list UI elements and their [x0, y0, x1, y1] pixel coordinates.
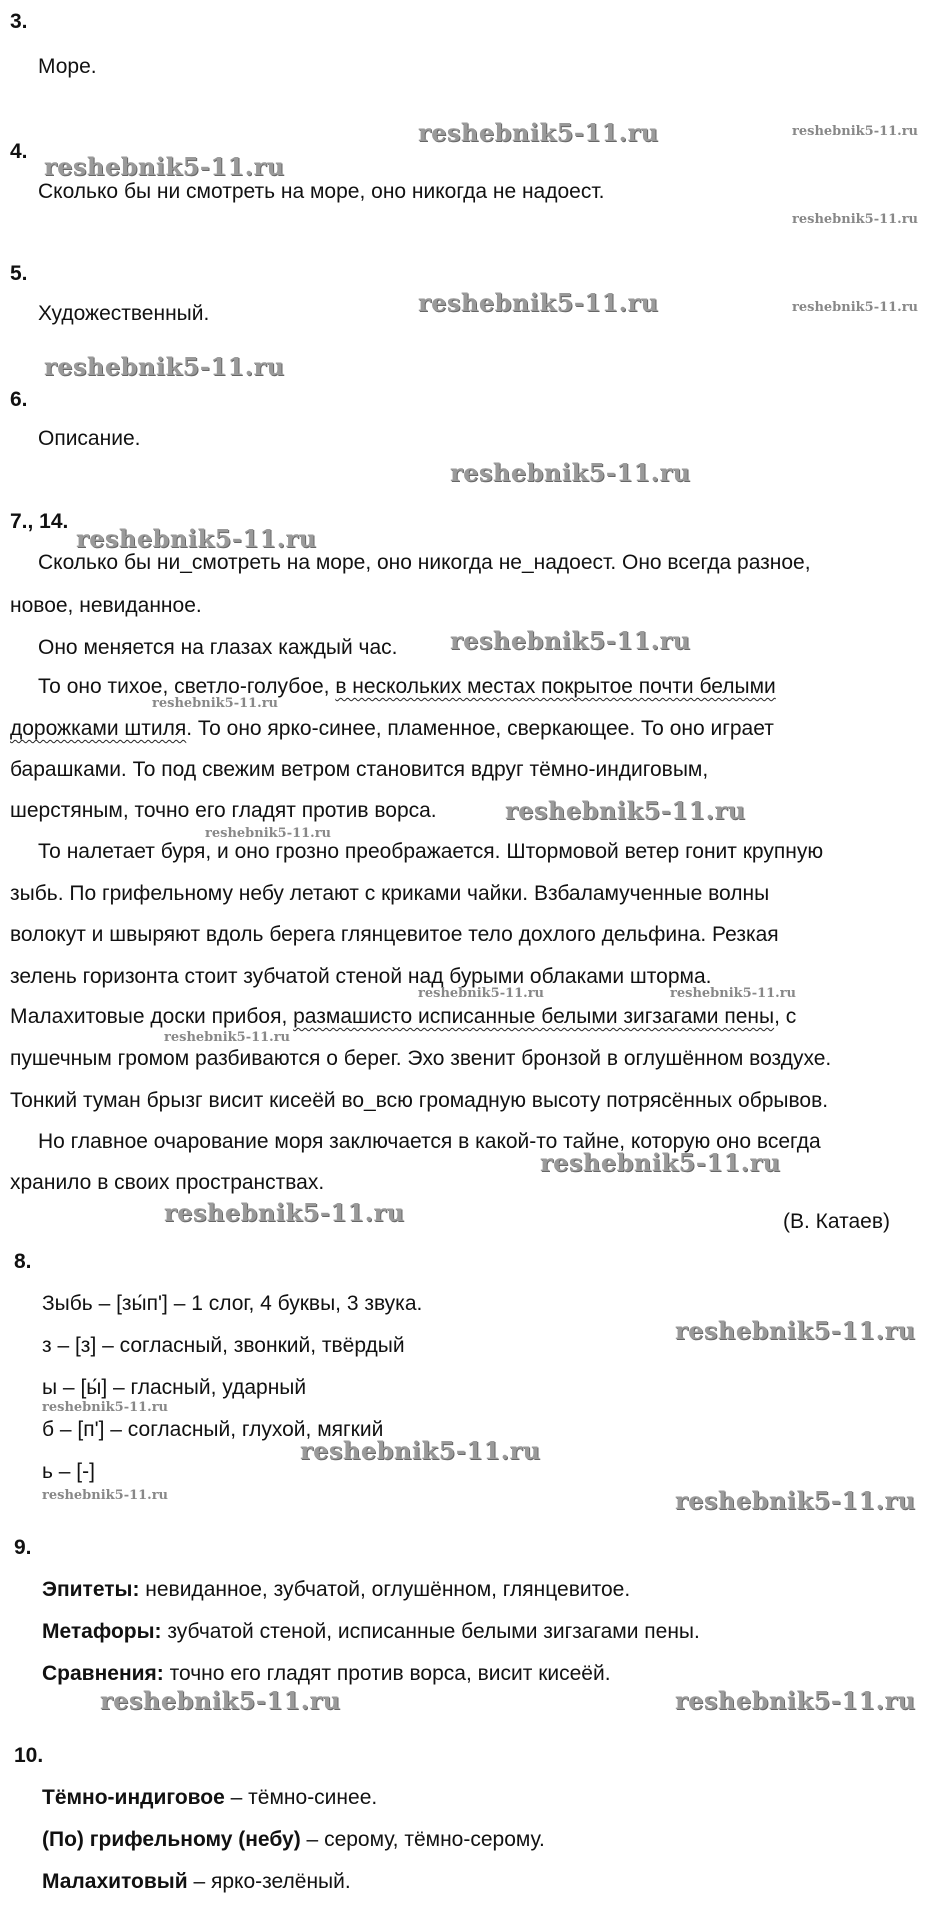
text-line: хранило в своих пространствах. — [10, 1171, 325, 1194]
watermark: reshebnik5-11.ru — [418, 288, 659, 317]
device-examples: зубчатой стеной, исписанные белыми зигзагами пены. — [161, 1620, 700, 1643]
phonetic-line: б – [п'] – согласный, глухой, мягкий — [42, 1418, 384, 1441]
watermark: reshebnik5-11.ru — [670, 986, 797, 1001]
watermark: reshebnik5-11.ru — [164, 1198, 405, 1227]
text-fragment: , с — [774, 1005, 797, 1028]
text-line: Оно меняется на глазах каждый час. — [38, 636, 398, 659]
answer-5-number: 5. — [10, 262, 28, 285]
watermark: reshebnik5-11.ru — [100, 1686, 341, 1715]
text-line: барашками. То под свежим ветром становится вдруг тёмно-индиговым, — [10, 758, 709, 781]
text-line — [10, 1005, 796, 1029]
text-line: волокут и швыряют вдоль берега глянцевитое тело дохлого дельфина. Резкая — [10, 923, 779, 946]
watermark: reshebnik5-11.ru — [675, 1486, 916, 1515]
watermark: reshebnik5-11.ru — [76, 524, 317, 553]
watermark: reshebnik5-11.ru — [418, 986, 545, 1001]
watermark: reshebnik5-11.ru — [792, 300, 919, 315]
watermark: reshebnik5-11.ru — [505, 796, 746, 825]
answer-4-text: Сколько бы ни смотреть на море, оно никогда не надоест. — [38, 180, 605, 203]
definition-term: (По) грифельному (небу) — [42, 1828, 301, 1851]
text-line: шерстяным, точно его гладят против ворса. — [10, 799, 437, 822]
answer-5-text: Художественный. — [38, 302, 210, 325]
definition-line — [42, 1870, 351, 1894]
answer-4-number: 4. — [10, 140, 28, 163]
text-line — [10, 717, 774, 741]
text-fragment: То оно тихое, светло-голубое, — [38, 675, 336, 698]
watermark: reshebnik5-11.ru — [205, 826, 332, 841]
phonetic-line: ы – [ы́] – гласный, ударный — [42, 1376, 307, 1399]
text-line — [38, 675, 776, 699]
watermark: reshebnik5-11.ru — [164, 1030, 291, 1045]
author-credit: (В. Катаев) — [783, 1210, 891, 1233]
watermark: reshebnik5-11.ru — [44, 152, 285, 181]
watermark: reshebnik5-11.ru — [300, 1436, 541, 1465]
definition-text: – ярко-зелёный. — [187, 1870, 351, 1893]
text-line: зыбь. По грифельному небу летают с криками чайки. Взбаламученные волны — [10, 882, 770, 905]
text-line: пушечным громом разбиваются о берег. Эхо звенит бронзой в оглушённом воздухе. — [10, 1047, 832, 1070]
text-line: То налетает буря, и оно грозно преображается. Штормовой ветер гонит крупную — [38, 840, 824, 863]
answer-9-number: 9. — [14, 1536, 32, 1559]
watermark: reshebnik5-11.ru — [450, 458, 691, 487]
watermark: reshebnik5-11.ru — [418, 118, 659, 147]
watermark: reshebnik5-11.ru — [450, 626, 691, 655]
answer-8-number: 8. — [14, 1250, 32, 1273]
device-examples: точно его гладят против ворса, висит кисеёй. — [163, 1662, 611, 1685]
watermark: reshebnik5-11.ru — [792, 212, 919, 227]
device-label: Сравнения: — [42, 1662, 164, 1685]
definition-term: Тёмно-индиговое — [42, 1786, 225, 1809]
device-line-metaphors — [42, 1620, 700, 1644]
device-examples: невиданное, зубчатой, оглушённом, глянцевитое. — [139, 1578, 631, 1601]
answer-6-number: 6. — [10, 388, 28, 411]
text-line: Тонкий туман брызг висит кисеёй во_всю громадную высоту потрясённых обрывов. — [10, 1089, 829, 1112]
wavy-underlined-phrase: в нескольких местах покрытое почти белыми — [335, 675, 776, 698]
device-line-comparisons — [42, 1662, 611, 1686]
device-label: Эпитеты: — [42, 1578, 140, 1601]
definition-line — [42, 1786, 377, 1810]
answer-3-text: Море. — [38, 55, 97, 78]
phonetic-line: Зыбь – [зы́п'] – 1 слог, 4 буквы, 3 звука. — [42, 1292, 423, 1315]
definition-term: Малахитовый — [42, 1870, 188, 1893]
text-line: новое, невиданное. — [10, 594, 202, 617]
device-label: Метафоры: — [42, 1620, 162, 1643]
watermark: reshebnik5-11.ru — [152, 696, 279, 711]
watermark: reshebnik5-11.ru — [792, 124, 919, 139]
text-line: зелень горизонта стоит зубчатой стеной над бурыми облаками шторма. — [10, 965, 712, 988]
answer-7-number: 7., 14. — [10, 510, 69, 533]
wavy-underlined-phrase: дорожками штиля — [10, 717, 187, 740]
definition-text: – тёмно-синее. — [224, 1786, 378, 1809]
watermark: reshebnik5-11.ru — [675, 1316, 916, 1345]
watermark: reshebnik5-11.ru — [540, 1148, 781, 1177]
watermark: reshebnik5-11.ru — [44, 352, 285, 381]
text-fragment: Малахитовые доски прибоя, — [10, 1005, 294, 1028]
answer-10-number: 10. — [14, 1744, 44, 1767]
text-fragment: . То оно ярко-синее, пламенное, сверкающее. То оно играет — [186, 717, 774, 740]
watermark: reshebnik5-11.ru — [42, 1488, 169, 1503]
definition-text: – серому, тёмно-серому. — [300, 1828, 545, 1851]
answer-3-number: 3. — [10, 10, 28, 33]
definition-line — [42, 1828, 545, 1852]
device-line-epithets — [42, 1578, 630, 1602]
watermark: reshebnik5-11.ru — [42, 1400, 169, 1415]
phonetic-line: з – [з] – согласный, звонкий, твёрдый — [42, 1334, 405, 1357]
watermark: reshebnik5-11.ru — [675, 1686, 916, 1715]
wavy-underlined-phrase: размашисто исписанные белыми зигзагами пены — [293, 1005, 775, 1028]
phonetic-line: ь – [-] — [42, 1460, 95, 1483]
text-line: Но главное очарование моря заключается в какой-то тайне, которую оно всегда — [38, 1130, 821, 1153]
answer-6-text: Описание. — [38, 427, 141, 450]
text-line: Сколько бы ни_смотреть на море, оно никогда не_надоест. Оно всегда разное, — [38, 551, 811, 574]
